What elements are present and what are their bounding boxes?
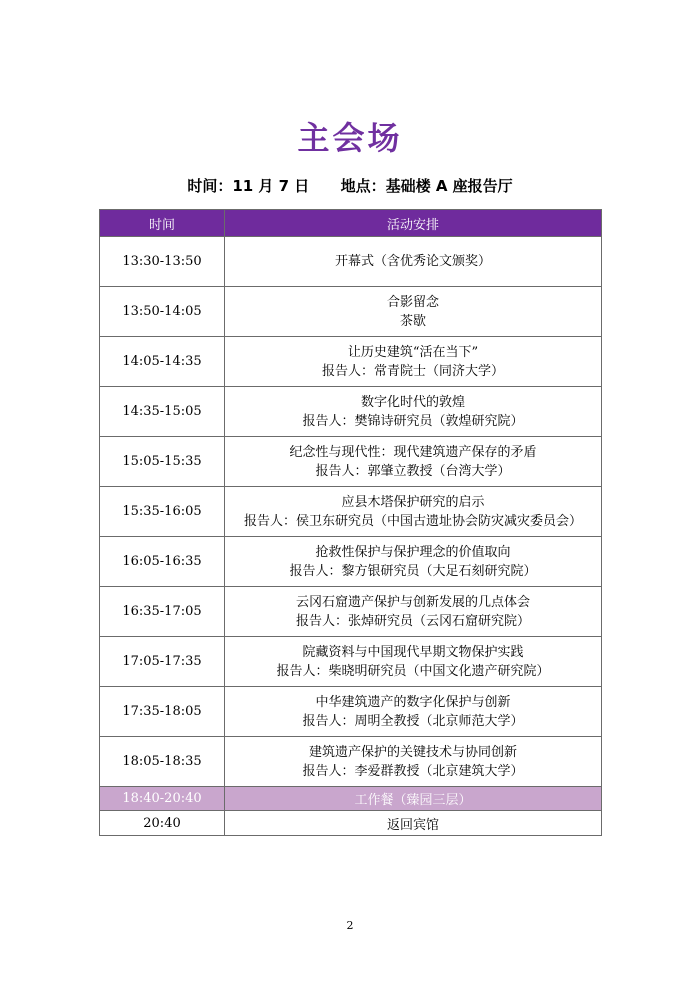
activity-speaker: 报告人：郭肇立教授（台湾大学）: [315, 463, 511, 479]
activity-speaker: 报告人：侯卫东研究员（中国古遗址协会防灾减灾委员会）: [243, 513, 582, 529]
activity-title: 云冈石窟遗产保护与创新发展的几点体会: [295, 594, 530, 610]
activity-title: 建筑遗产保护的关键技术与协同创新: [308, 744, 517, 760]
row-activity: [225, 487, 602, 537]
activity-title: 开幕式（含优秀论文颁奖）: [334, 254, 491, 269]
session-info: 时间：11 月 7 日 地点：基础楼 A 座报告厅: [187, 177, 513, 195]
return-time: 20:40: [100, 811, 225, 836]
row-activity: [225, 287, 602, 337]
row-time: 17:05-17:35: [100, 637, 225, 687]
page-number: 2: [346, 919, 354, 932]
activity-title: 合影留念: [386, 294, 439, 310]
schedule-table: [99, 209, 602, 836]
return-activity: 返回宾馆: [225, 811, 602, 836]
return-row: [100, 811, 602, 836]
table-row: [100, 687, 602, 737]
table-row: [100, 337, 602, 387]
table-row: [100, 537, 602, 587]
row-time: 15:05-15:35: [100, 437, 225, 487]
meal-row: [100, 787, 602, 811]
activity-title: 让历史建筑“活在当下”: [347, 344, 479, 360]
table-row: [100, 737, 602, 787]
activity-title: 纪念性与现代性：现代建筑遗产保存的矛盾: [289, 444, 537, 460]
activity-speaker: 报告人：李爱群教授（北京建筑大学）: [302, 763, 524, 779]
row-activity: [225, 587, 602, 637]
table-row: [100, 387, 602, 437]
row-time: 14:05-14:35: [100, 337, 225, 387]
row-time: 14:35-15:05: [100, 387, 225, 437]
row-activity: [225, 687, 602, 737]
meal-time: 18:40-20:40: [100, 787, 225, 811]
row-activity: [225, 637, 602, 687]
table-row: [100, 587, 602, 637]
table-row: [100, 637, 602, 687]
header-time: 时间: [100, 210, 225, 237]
activity-title: 数字化时代的敦煌: [360, 394, 465, 410]
row-time: 18:05-18:35: [100, 737, 225, 787]
page-title: 主会场: [297, 119, 403, 157]
row-time: 13:50-14:05: [100, 287, 225, 337]
header-activity: 活动安排: [225, 210, 602, 237]
activity-speaker: 报告人：常青院士（同济大学）: [321, 363, 504, 379]
table-row: [100, 237, 602, 287]
activity-title: 中华建筑遗产的数字化保护与创新: [315, 694, 511, 710]
row-activity: [225, 237, 602, 287]
row-time: 13:30-13:50: [100, 237, 225, 287]
meal-activity: 工作餐（臻园三层）: [225, 787, 602, 811]
activity-title: 抢救性保护与保护理念的价值取向: [315, 544, 511, 560]
row-activity: [225, 437, 602, 487]
row-activity: [225, 537, 602, 587]
row-time: 16:35-17:05: [100, 587, 225, 637]
activity-title: 院藏资料与中国现代早期文物保护实践: [302, 644, 524, 660]
table-row: [100, 437, 602, 487]
row-time: 16:05-16:35: [100, 537, 225, 587]
row-activity: [225, 337, 602, 387]
activity-speaker: 报告人：周明全教授（北京师范大学）: [302, 713, 524, 729]
activity-speaker: 报告人：张焯研究员（云冈石窟研究院）: [295, 613, 530, 629]
row-time: 17:35-18:05: [100, 687, 225, 737]
table-row: [100, 487, 602, 537]
activity-title: 应县木塔保护研究的启示: [341, 494, 485, 510]
activity-speaker: 报告人：黎方银研究员（大足石刻研究院）: [289, 563, 537, 579]
table-row: [100, 287, 602, 337]
activity-speaker: 报告人：樊锦诗研究员（敦煌研究院）: [302, 413, 524, 429]
activity-speaker: 茶歇: [399, 313, 426, 329]
table-header-row: [100, 210, 602, 237]
row-activity: [225, 737, 602, 787]
row-time: 15:35-16:05: [100, 487, 225, 537]
row-activity: [225, 387, 602, 437]
activity-speaker: 报告人：柴晓明研究员（中国文化遗产研究院）: [276, 663, 550, 679]
